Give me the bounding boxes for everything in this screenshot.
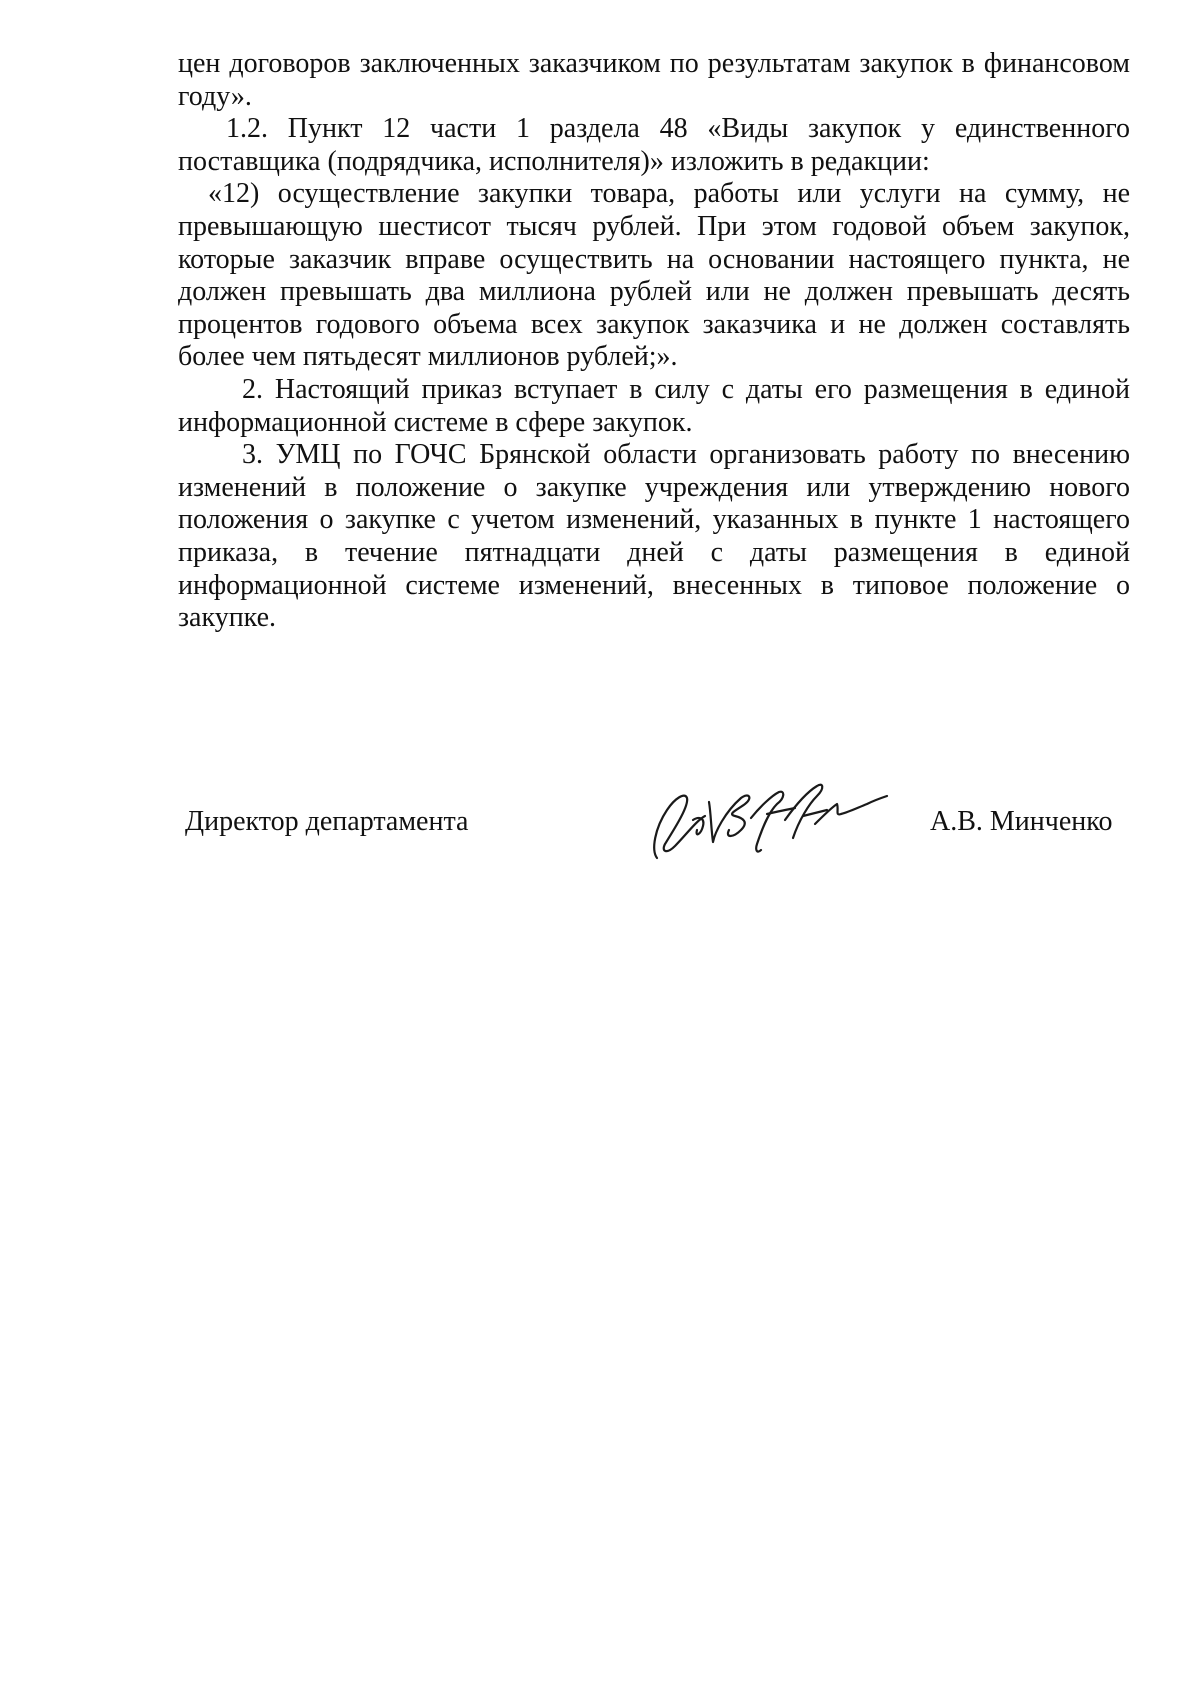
signatory-position: Директор департамента [185, 806, 469, 837]
paragraph-item-1-2: 1.2. Пункт 12 части 1 раздела 48 «Виды закупок у единственного поставщика (подрядчика, исполнителя)» изложить в редакции: [178, 113, 1130, 177]
paragraph-item-2: 2. Настоящий приказ вступает в силу с даты его размещения в единой информационной системе в сфере закупок. [178, 373, 1130, 438]
paragraph-item-3: 3. УМЦ по ГОЧС Брянской области организовать работу по внесению изменений в положение о закупке учреждения или утверждению нового положения о закупке с учетом изменений, указанных в пункте 1 настоящего приказа, в течение пятнадцати дней с даты размещения в единой информационной системе изменений, внесенных в типовое положение о закупке. [178, 439, 1130, 634]
signatory-name: А.В. Минченко [930, 806, 1113, 837]
paragraph-continuation: цен договоров заключенных заказчиком по результатам закупок в финансовом году». [178, 48, 1130, 112]
handwritten-signature [645, 758, 895, 873]
paragraph-quoted-item-12: «12) осуществление закупки товара, работы или услуги на сумму, не превышающую шестисот тысяч рублей. При этом годовой объем закупок, которые заказчик вправе осуществить на основании настоящего пункта, не должен превышать два миллиона рублей или не должен превышать десять процентов годового объема всех закупок заказчика и не должен составлять более чем пятьдесят миллионов рублей;». [178, 178, 1130, 373]
